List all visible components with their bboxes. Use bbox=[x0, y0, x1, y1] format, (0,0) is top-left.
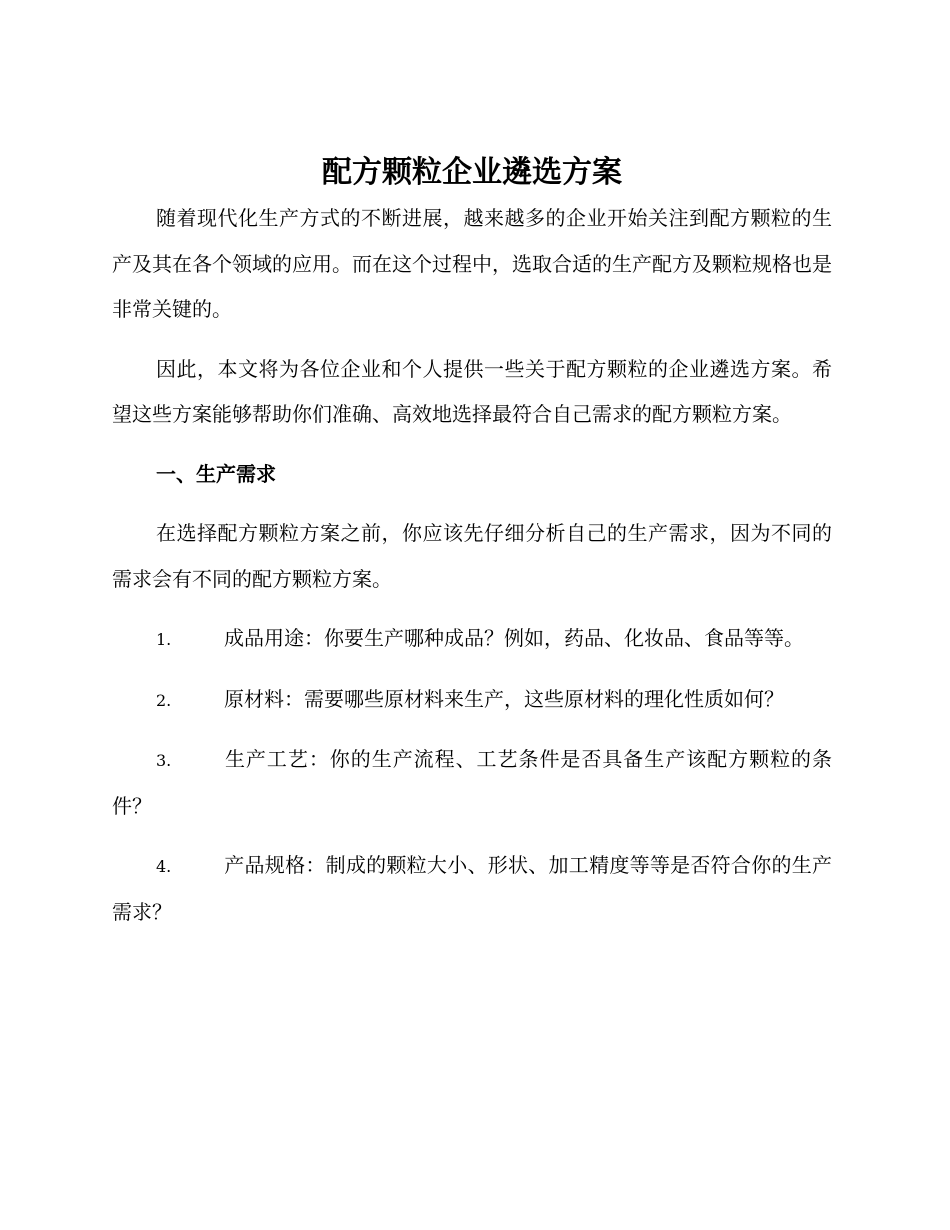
list-number: 4. bbox=[156, 857, 172, 876]
document-title: 配方颗粒企业遴选方案 bbox=[322, 155, 622, 190]
paragraph-gap bbox=[112, 829, 832, 843]
paragraph-gap bbox=[112, 602, 832, 616]
section-heading-production-needs: 一、生产需求 bbox=[156, 461, 276, 486]
list-text: 产品规格：制成的颗粒大小、形状、加工精度等等是否符合你的生产需求？ bbox=[112, 853, 832, 924]
list-number: 2. bbox=[156, 690, 172, 710]
list-item bbox=[112, 616, 832, 663]
paragraph-intro: 随着现代化生产方式的不断进展，越来越多的企业开始关注到配方颗粒的生产及其在各个领域的应用。而在这个过程中，选取合适的生产配方及颗粒规格也是非常关键的。 bbox=[112, 206, 832, 321]
list-text: 成品用途：你要生产哪种成品？例如，药品、化妆品、食品等等。 bbox=[224, 626, 804, 650]
list-text: 生产工艺：你的生产流程、工艺条件是否具备生产该配方颗粒的条件？ bbox=[112, 747, 832, 818]
paragraph-purpose: 因此，本文将为各位企业和个人提供一些关于配方颗粒的企业遴选方案。希望这些方案能够帮助你们准确、高效地选择最符合自己需求的配方颗粒方案。 bbox=[112, 356, 832, 426]
paragraph-gap bbox=[112, 723, 832, 737]
list-text: 原材料：需要哪些原材料来生产，这些原材料的理化性质如何？ bbox=[224, 686, 784, 711]
section-intro: 在选择配方颗粒方案之前，你应该先仔细分析自己的生产需求，因为不同的需求会有不同的配方颗粒方案。 bbox=[112, 521, 832, 591]
list-number: 3. bbox=[156, 751, 172, 770]
list-item bbox=[112, 843, 832, 935]
paragraph-gap bbox=[112, 663, 832, 677]
list-number: 1. bbox=[156, 630, 172, 649]
document-body bbox=[112, 150, 832, 935]
paragraph-gap bbox=[112, 438, 832, 452]
list-item bbox=[112, 737, 832, 829]
paragraph-gap bbox=[112, 333, 832, 347]
paragraph-gap bbox=[112, 497, 832, 511]
list-item bbox=[112, 677, 832, 724]
